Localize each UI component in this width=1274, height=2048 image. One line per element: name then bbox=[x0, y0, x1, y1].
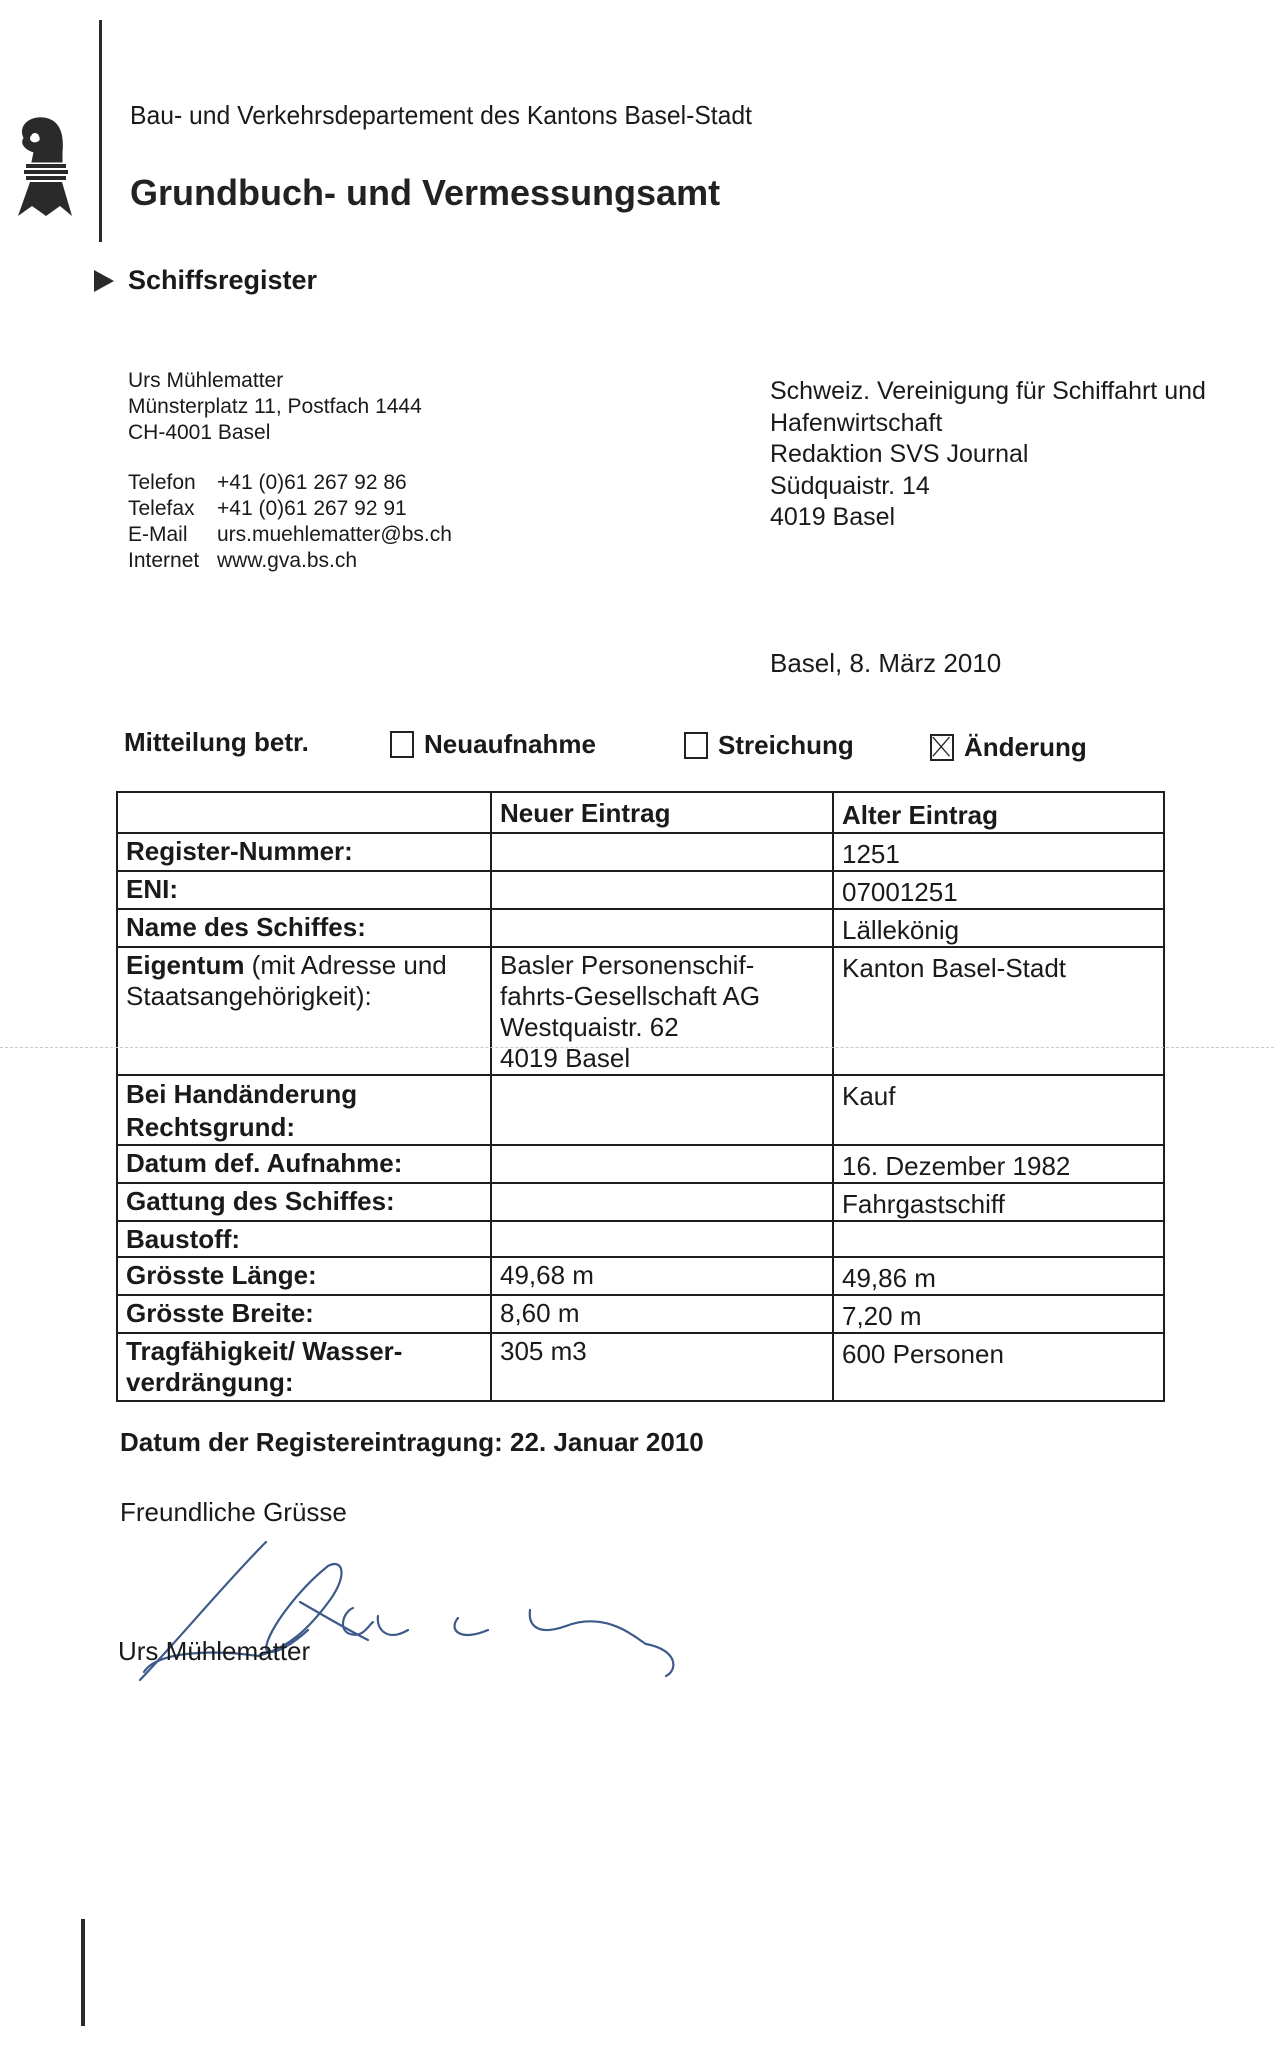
row-label-text: Baustoff: bbox=[126, 1224, 241, 1254]
checkbox-label: Neuaufnahme bbox=[424, 729, 596, 759]
cell-alter-eintrag: Kanton Basel-Stadt bbox=[833, 947, 1164, 1075]
cell-alter-eintrag: 16. Dezember 1982 bbox=[833, 1145, 1164, 1183]
row-label bbox=[117, 1333, 491, 1401]
row-label-text: ENI: bbox=[126, 874, 178, 904]
header-divider-line bbox=[99, 20, 102, 242]
checkbox-label: Änderung bbox=[964, 732, 1087, 762]
row-label bbox=[117, 1075, 491, 1145]
row-label-text: Register-Nummer: bbox=[126, 836, 353, 866]
contact-row-internet bbox=[128, 548, 452, 574]
row-label-text: Bei Handänderung Rechtsgrund: bbox=[126, 1079, 358, 1142]
cell-alter-eintrag: 1251 bbox=[833, 833, 1164, 871]
contact-label: Telefax bbox=[128, 497, 195, 520]
cell-neuer-eintrag: 8,60 m bbox=[491, 1295, 833, 1333]
checkbox-aenderung-box[interactable] bbox=[930, 734, 954, 761]
row-label bbox=[117, 1221, 491, 1257]
contact-label: Telefon bbox=[128, 471, 196, 494]
cell-neuer-eintrag bbox=[491, 1145, 833, 1183]
row-label-text: Gattung des Schiffes: bbox=[126, 1186, 395, 1216]
department-name: Bau- und Verkehrsdepartement des Kantons Basel-Stadt bbox=[130, 100, 753, 130]
row-label bbox=[117, 871, 491, 909]
contact-value-email[interactable]: urs.muehlematter@bs.ch bbox=[217, 523, 452, 546]
paper-fold-line bbox=[0, 1047, 1274, 1048]
signatory-name: Urs Mühlematter bbox=[118, 1636, 311, 1666]
recipient-line: Hafenwirtschaft bbox=[770, 408, 943, 437]
baselstab-logo-icon bbox=[14, 116, 76, 218]
cell-neuer-eintrag bbox=[491, 909, 833, 947]
register-table bbox=[116, 791, 1165, 1402]
table-row bbox=[117, 1145, 1164, 1183]
sender-address-line1: Münsterplatz 11, Postfach 1444 bbox=[128, 395, 422, 418]
row-label bbox=[117, 1295, 491, 1333]
header-cell-empty bbox=[117, 792, 491, 833]
cell-neuer-eintrag bbox=[491, 1183, 833, 1221]
registration-date: Datum der Registereintragung: 22. Januar 2010 bbox=[120, 1427, 704, 1457]
recipient-line: 4019 Basel bbox=[770, 503, 896, 531]
checkbox-aenderung[interactable] bbox=[930, 732, 1087, 763]
checkbox-neuaufnahme-box[interactable] bbox=[390, 731, 414, 758]
closing-greeting: Freundliche Grüsse bbox=[120, 1497, 347, 1527]
row-label bbox=[117, 947, 491, 1075]
table-row bbox=[117, 871, 1164, 909]
contact-row-email bbox=[128, 522, 452, 548]
sender-name: Urs Mühlematter bbox=[128, 369, 284, 392]
sender-contact bbox=[128, 470, 452, 574]
row-label-text: Name des Schiffes: bbox=[126, 912, 366, 942]
cell-alter-eintrag: Kauf bbox=[833, 1075, 1164, 1145]
table-row bbox=[117, 1221, 1164, 1257]
bottom-margin-line bbox=[81, 1919, 85, 2026]
row-label-text: Eigentum bbox=[126, 950, 245, 980]
section-heading bbox=[94, 265, 317, 296]
contact-label: Internet bbox=[128, 549, 200, 572]
table-body bbox=[117, 833, 1164, 1401]
cell-alter-eintrag: Lällekönig bbox=[833, 909, 1164, 947]
checkbox-streichung-box[interactable] bbox=[684, 732, 708, 759]
checkbox-streichung[interactable] bbox=[684, 730, 854, 761]
contact-row-fax bbox=[128, 496, 452, 522]
row-label-text: Grösste Länge: bbox=[126, 1260, 317, 1290]
table-row bbox=[117, 1295, 1164, 1333]
cell-alter-eintrag: 49,86 m bbox=[833, 1257, 1164, 1295]
cell-neuer-eintrag bbox=[491, 833, 833, 871]
contact-value: +41 (0)61 267 92 91 bbox=[217, 497, 407, 520]
contact-value-website[interactable]: www.gva.bs.ch bbox=[217, 549, 358, 572]
checkbox-label: Streichung bbox=[718, 730, 854, 760]
letter-date: Basel, 8. März 2010 bbox=[770, 648, 1002, 678]
recipient-address bbox=[770, 376, 1206, 534]
checkbox-neuaufnahme[interactable] bbox=[390, 729, 596, 760]
row-label bbox=[117, 909, 491, 947]
office-name: Grundbuch- und Vermessungsamt bbox=[130, 172, 721, 213]
recipient-line: Südquaistr. 14 bbox=[770, 471, 930, 500]
cell-neuer-eintrag bbox=[491, 1075, 833, 1145]
contact-value: +41 (0)61 267 92 86 bbox=[217, 471, 407, 494]
table-header-row bbox=[117, 792, 1164, 833]
cell-alter-eintrag: 7,20 m bbox=[833, 1295, 1164, 1333]
table-row bbox=[117, 833, 1164, 871]
cell-alter-eintrag: 07001251 bbox=[833, 871, 1164, 909]
cell-alter-eintrag bbox=[833, 1221, 1164, 1257]
row-label bbox=[117, 833, 491, 871]
table-row bbox=[117, 1333, 1164, 1401]
triangle-bullet-icon bbox=[94, 270, 114, 292]
cell-neuer-eintrag: 49,68 m bbox=[491, 1257, 833, 1295]
row-label bbox=[117, 1183, 491, 1221]
mitteilung-label: Mitteilung betr. bbox=[124, 727, 309, 757]
row-label-text: Tragfähigkeit/ Wasser-verdrängung: bbox=[126, 1336, 403, 1397]
row-label-text: Datum def. Aufnahme: bbox=[126, 1148, 403, 1178]
cell-neuer-eintrag bbox=[491, 1221, 833, 1257]
contact-label: E-Mail bbox=[128, 523, 188, 546]
cell-alter-eintrag: 600 Personen bbox=[833, 1333, 1164, 1401]
section-title: Schiffsregister bbox=[128, 265, 318, 295]
row-label bbox=[117, 1145, 491, 1183]
checkmark-x-icon bbox=[932, 736, 952, 759]
cell-neuer-eintrag: Basler Personenschif- fahrts-Gesellschaft AG Westquaistr. 62 4019 Basel bbox=[491, 947, 833, 1075]
row-label-text: Grösste Breite: bbox=[126, 1298, 314, 1328]
cell-neuer-eintrag bbox=[491, 871, 833, 909]
table-row bbox=[117, 1257, 1164, 1295]
mitteilung-row bbox=[124, 727, 1124, 761]
row-label-extra: (mit Adresse und Staatsangehörigkeit): bbox=[126, 950, 447, 1011]
cell-alter-eintrag: Fahrgastschiff bbox=[833, 1183, 1164, 1221]
sender-address bbox=[128, 368, 422, 446]
header-cell-alt: Alter Eintrag bbox=[833, 792, 1164, 833]
header-cell-neu: Neuer Eintrag bbox=[491, 792, 833, 833]
table-row bbox=[117, 947, 1164, 1075]
contact-row-phone bbox=[128, 470, 452, 496]
row-label bbox=[117, 1257, 491, 1295]
table-row bbox=[117, 1075, 1164, 1145]
recipient-line: Redaktion SVS Journal bbox=[770, 440, 1029, 468]
recipient-line: Schweiz. Vereinigung für Schiffahrt und bbox=[770, 377, 1206, 405]
table-row bbox=[117, 909, 1164, 947]
cell-neuer-eintrag: 305 m3 bbox=[491, 1333, 833, 1401]
table-row bbox=[117, 1183, 1164, 1221]
sender-address-line2: CH-4001 Basel bbox=[128, 421, 271, 444]
